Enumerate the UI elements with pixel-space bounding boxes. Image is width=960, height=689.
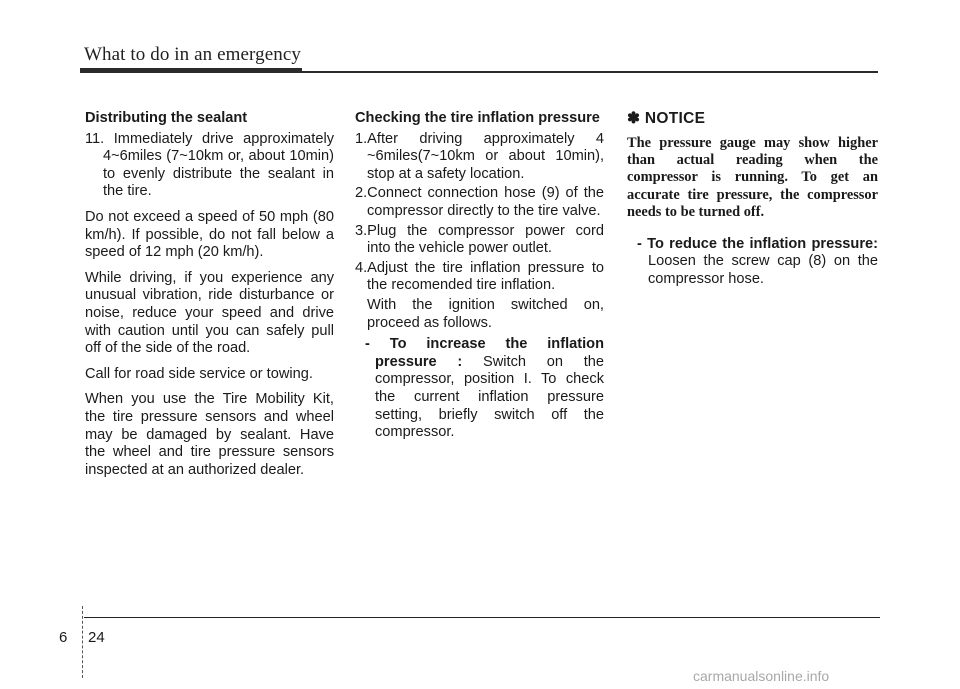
header-rule (80, 71, 878, 73)
notice-body: The pressure gauge may show higher than actual reading when the compressor is running. To get an accurate tire pressure, the compressor needs to be turned off. (627, 134, 878, 221)
speed-paragraph: Do not exceed a speed of 50 mph (80 km/h). If possible, do not fall below a speed of 12 mph (20 km/h). (85, 208, 334, 261)
vibration-paragraph: While driving, if you experience any unusual vibration, ride disturbance or noise, reduce your speed and drive with caution until you can safely pull off of the side of the road. (85, 269, 334, 357)
list-item-11: 11. Immediately drive approximately 4~6miles (7~10km or, about 10min) to evenly distribute the sealant in the tire. (85, 130, 334, 200)
column-right (627, 110, 878, 288)
sensor-warning-paragraph: When you use the Tire Mobility Kit, the tire pressure sensors and wheel may be damaged by sealant. Have the wheel and tire pressure sensors inspected at an authorized dealer. (85, 391, 334, 478)
footer-rule (84, 617, 880, 618)
notice-asterisk-icon: ✽ (627, 110, 641, 127)
step-3: 3.Plug the compressor power cord into the vehicle power outlet. (355, 222, 604, 257)
increase-pressure-text: Switch on the compressor, position I. To check the current inflation pressure setting, briefly switch off the compressor. (375, 353, 604, 441)
reduce-pressure-bullet (627, 236, 878, 289)
service-paragraph: Call for road side service or towing. (85, 365, 313, 382)
heading-distributing-sealant: Distributing the sealant (85, 110, 248, 126)
column-left (85, 110, 334, 487)
reduce-pressure-text: Loosen the screw cap (8) on the compressor hose. (648, 253, 878, 287)
increase-pressure-bullet (355, 336, 604, 442)
section-title: What to do in an emergency (84, 44, 301, 65)
notice-title: NOTICE (644, 110, 706, 127)
step-4-subtext: With the ignition switched on, proceed as follows. (367, 296, 604, 331)
increase-pressure-label: - To increase the inflation pressure : (365, 336, 604, 370)
step-1: 1.After driving approximately 4 ~6miles(7~10km or about 10min), stop at a safety location. (355, 130, 604, 182)
page-number-divider (82, 606, 83, 678)
notice-heading (627, 110, 878, 128)
chapter-number: 6 (59, 629, 68, 646)
reduce-pressure-label: - To reduce the inflation pressure: (637, 235, 878, 252)
heading-checking-pressure: Checking the tire inflation pressure (355, 110, 600, 126)
watermark: carmanualsonline.info (693, 668, 830, 684)
step-4: 4.Adjust the tire inflation pressure to the recomended tire inflation. (355, 259, 604, 294)
column-middle (355, 110, 604, 446)
step-2: 2.Connect connection hose (9) of the compressor directly to the tire valve. (355, 185, 604, 219)
page-number: 24 (88, 629, 105, 646)
